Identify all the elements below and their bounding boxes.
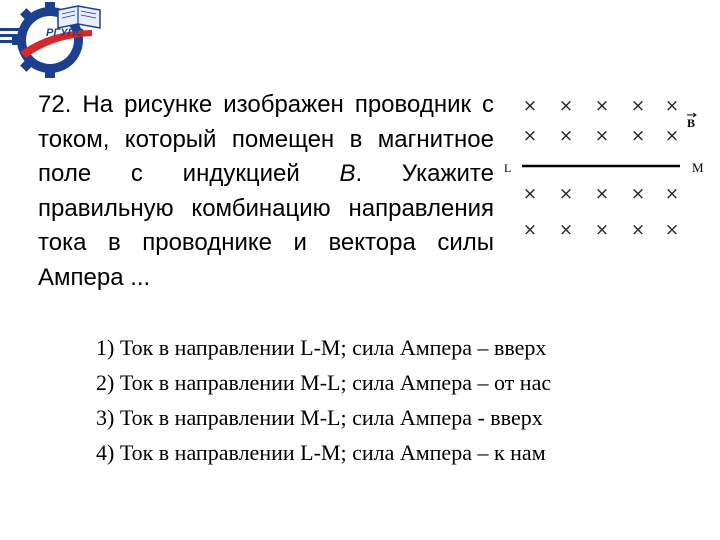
question-text-after: . Укажите правильную комбинацию направления тока в проводнике и вектора силы Ампера ... (38, 160, 494, 291)
book-icon (58, 6, 100, 28)
question-text-before: 72. На рисунке изображен проводник с током, который помещен в магнитное поле с индукцией (38, 91, 494, 188)
field-cross-icon: × (558, 96, 574, 116)
answer-option[interactable]: 3) Ток в направлении M-L; сила Ампера - вверх (96, 405, 543, 430)
question-text (38, 88, 494, 296)
label-m: M (692, 160, 704, 175)
field-cross-icon: × (522, 184, 538, 204)
induction-symbol: B (339, 160, 356, 188)
field-cross-icon: × (630, 126, 646, 146)
field-cross-icon: × (630, 96, 646, 116)
label-b: B (687, 116, 696, 130)
rgups-logo (0, 0, 112, 82)
field-cross-icon: × (630, 220, 646, 240)
answer-option[interactable]: 1) Ток в направлении L-M; сила Ампера – вверх (96, 335, 547, 360)
label-l: L (504, 161, 512, 175)
answer-options (96, 330, 551, 470)
field-cross-icon: × (664, 184, 680, 204)
field-cross-icon: × (594, 96, 610, 116)
field-cross-icon: × (522, 220, 538, 240)
field-cross-icon: × (558, 220, 574, 240)
rail-stripes (0, 28, 22, 43)
field-cross-icon: × (630, 184, 646, 204)
field-cross-icon: × (594, 220, 610, 240)
answer-option[interactable]: 2) Ток в направлении M-L; сила Ампера – от нас (96, 370, 552, 395)
field-crosses (523, 96, 679, 240)
field-cross-icon: × (664, 96, 680, 116)
answer-option[interactable]: 4) Ток в направлении L-M; сила Ампера – к нам (96, 440, 546, 465)
logo-text: РГУПС (46, 27, 84, 39)
field-cross-icon: × (664, 220, 680, 240)
field-cross-icon: × (558, 126, 574, 146)
magnetic-field-figure (500, 92, 720, 242)
field-cross-icon: × (522, 96, 538, 116)
field-cross-icon: × (594, 126, 610, 146)
field-cross-icon: × (522, 126, 538, 146)
field-cross-icon: × (558, 184, 574, 204)
field-cross-icon: × (664, 126, 680, 146)
field-cross-icon: × (594, 184, 610, 204)
